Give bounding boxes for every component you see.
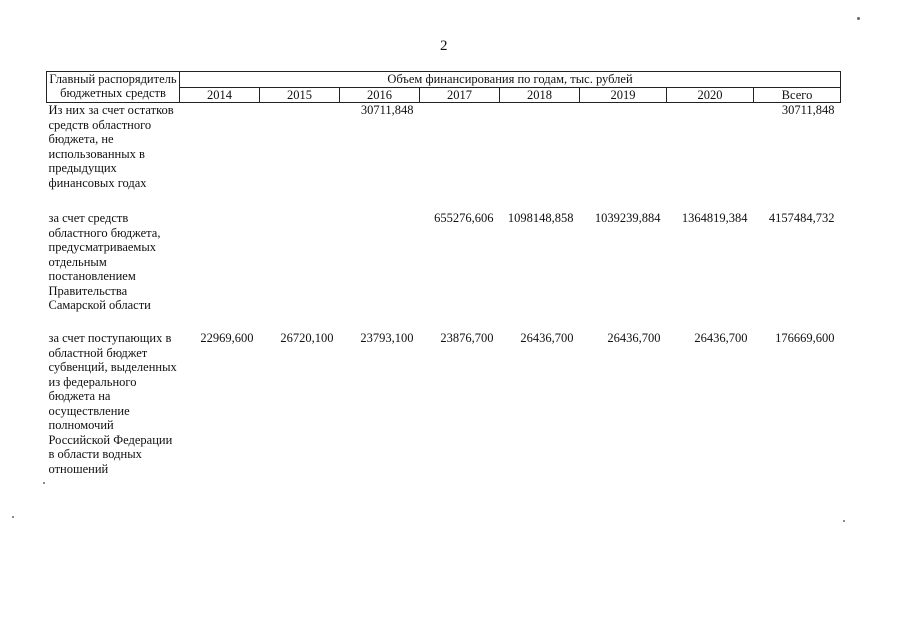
page-number: 2 [440, 38, 448, 54]
table-row [47, 103, 841, 212]
scan-speck [843, 520, 845, 522]
cell-2020: 26436,700 [694, 331, 748, 345]
header-year-2014: 2014 [180, 87, 260, 103]
header-year-2017: 2017 [420, 87, 500, 103]
cell-2016 [340, 211, 420, 331]
header-funding-volume: Объем финансирования по годам, тыс. рублей [180, 72, 841, 88]
cell-total: 176669,600 [775, 331, 835, 345]
header-budget-holder: Главный распорядитель бюджетных средств [47, 72, 180, 103]
cell-2018 [500, 103, 580, 212]
cell-2015: 26720,100 [280, 331, 334, 345]
cell-2016: 30711,848 [360, 103, 414, 117]
cell-2020: 1364819,384 [681, 211, 748, 225]
header-year-2019: 2019 [580, 87, 667, 103]
cell-2015 [260, 211, 340, 331]
funding-table [46, 71, 841, 501]
row-label: за счет поступающих в областной бюджет субвенций, выделенных из федерального бюджета на осуществление полномочий Российской Федерации в области водных отношений [48, 331, 177, 476]
cell-2019 [580, 103, 667, 212]
cell-total: 4157484,732 [768, 211, 835, 225]
row-label: за счет средств областного бюджета, предусматриваемых отдельным постановлением Правительства Самарской области [48, 211, 161, 312]
cell-2019: 26436,700 [607, 331, 661, 345]
cell-2018: 1098148,858 [507, 211, 574, 225]
cell-2016: 23793,100 [360, 331, 414, 345]
scan-speck [857, 17, 860, 20]
header-total: Всего [754, 87, 841, 103]
cell-2020 [667, 103, 754, 212]
header-year-2016: 2016 [340, 87, 420, 103]
cell-2014 [180, 103, 260, 212]
table-row [47, 331, 841, 501]
cell-total: 30711,848 [781, 103, 835, 117]
table-row [47, 211, 841, 331]
row-label: Из них за счет остатков средств областного бюджета, не использованных в предыдущих финансовых годах [48, 103, 174, 190]
header-year-2018: 2018 [500, 87, 580, 103]
header-year-2020: 2020 [667, 87, 754, 103]
cell-2014: 22969,600 [200, 331, 254, 345]
cell-2019: 1039239,884 [594, 211, 661, 225]
cell-2015 [260, 103, 340, 212]
cell-2018: 26436,700 [520, 331, 574, 345]
cell-2017: 655276,606 [434, 211, 494, 225]
scan-speck [12, 516, 14, 518]
cell-2017: 23876,700 [440, 331, 494, 345]
scan-speck [43, 482, 45, 484]
cell-2017 [420, 103, 500, 212]
cell-2014 [180, 211, 260, 331]
header-year-2015: 2015 [260, 87, 340, 103]
